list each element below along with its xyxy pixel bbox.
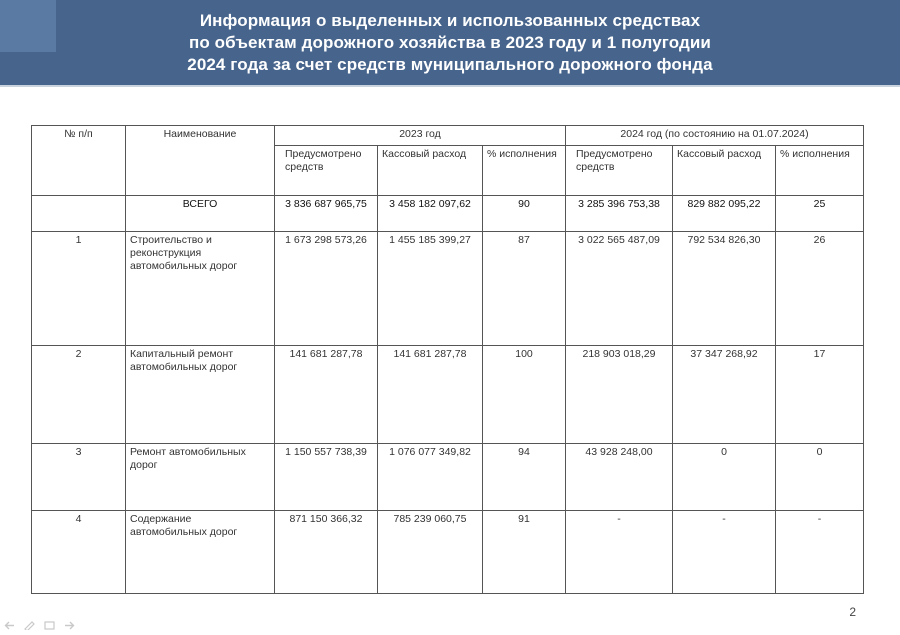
previous-arrow-icon[interactable] [4,617,15,626]
row-percent-2023: 94 [483,444,566,511]
row-percent-2024: 17 [776,346,864,444]
next-arrow-icon[interactable] [64,617,75,626]
total-label: ВСЕГО [126,196,275,232]
row-percent-2024: 26 [776,232,864,346]
subheader-planned-2023: Предусмотрено средств [275,146,378,196]
row-name: Ремонт автомобильных дорог [126,444,275,511]
subheader-cash-2023: Кассовый расход [378,146,483,196]
row-cash-2024: - [673,511,776,594]
pen-icon[interactable] [24,617,35,626]
slide-header [0,0,900,85]
table-header-row [32,126,864,146]
row-planned-2024: 218 903 018,29 [566,346,673,444]
row-name: Содержание автомобильных дорог [126,511,275,594]
header-accent [0,0,56,52]
row-planned-2023: 871 150 366,32 [275,511,378,594]
row-num: 4 [32,511,126,594]
row-planned-2024: - [566,511,673,594]
subheader-planned-2024: Предусмотрено средств [566,146,673,196]
subheader-percent-2024: % исполнения [776,146,864,196]
page-number: 2 [849,605,856,619]
row-percent-2023: 87 [483,232,566,346]
row-planned-2023: 141 681 287,78 [275,346,378,444]
row-num: 1 [32,232,126,346]
row-cash-2024: 37 347 268,92 [673,346,776,444]
row-name: Капитальный ремонт автомобильных дорог [126,346,275,444]
slide-title: Информация о выделенных и использованных средствах по объектам дорожного хозяйства в 2023 году и 1 полугодии 2024 года за счет средств муниципального дорожного фонда [187,10,713,74]
row-planned-2024: 3 022 565 487,09 [566,232,673,346]
total-planned-2023: 3 836 687 965,75 [275,196,378,232]
row-percent-2024: 0 [776,444,864,511]
group-header-2024: 2024 год (по состоянию на 01.07.2024) [566,126,864,146]
col-header-name: Наименование [126,126,275,196]
total-planned-2024: 3 285 396 753,38 [566,196,673,232]
row-name: Строительство и реконструкция автомобильных дорог [126,232,275,346]
row-num: 3 [32,444,126,511]
total-cash-2024: 829 882 095,22 [673,196,776,232]
row-planned-2023: 1 150 557 738,39 [275,444,378,511]
table-row-total [32,196,864,232]
row-planned-2023: 1 673 298 573,26 [275,232,378,346]
row-cash-2024: 0 [673,444,776,511]
table-row [32,232,864,346]
row-planned-2024: 43 928 248,00 [566,444,673,511]
row-cash-2023: 785 239 060,75 [378,511,483,594]
row-num: 2 [32,346,126,444]
total-cash-2023: 3 458 182 097,62 [378,196,483,232]
table-row [32,511,864,594]
table-row [32,346,864,444]
row-cash-2023: 1 076 077 349,82 [378,444,483,511]
row-cash-2023: 141 681 287,78 [378,346,483,444]
subheader-cash-2024: Кассовый расход [673,146,776,196]
total-num [32,196,126,232]
row-percent-2024: - [776,511,864,594]
row-percent-2023: 91 [483,511,566,594]
total-percent-2023: 90 [483,196,566,232]
row-cash-2024: 792 534 826,30 [673,232,776,346]
row-cash-2023: 1 455 185 399,27 [378,232,483,346]
row-percent-2023: 100 [483,346,566,444]
subheader-percent-2023: % исполнения [483,146,566,196]
header-divider [0,85,900,87]
table-row [32,444,864,511]
slide-toolbar [4,617,75,626]
col-header-num: № п/п [32,126,126,196]
funds-table [31,125,864,594]
total-percent-2024: 25 [776,196,864,232]
slides-icon[interactable] [44,617,55,626]
group-header-2023: 2023 год [275,126,566,146]
